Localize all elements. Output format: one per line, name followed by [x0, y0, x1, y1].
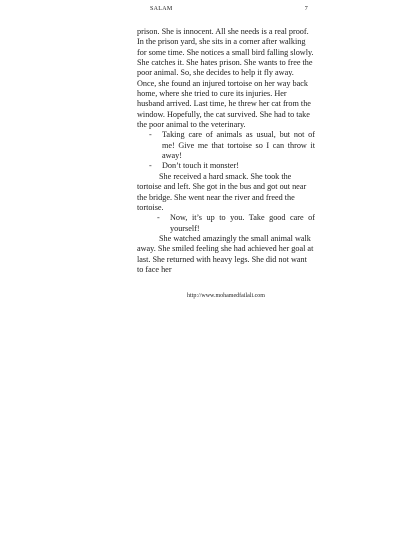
- footer-url: http://www.mohamedfailali.com: [187, 293, 265, 299]
- body-text: [137, 27, 315, 275]
- dialogue-text: Now, it’s up to you. Take good care of yourself!: [170, 213, 315, 233]
- dialogue-dash: -: [149, 161, 152, 171]
- dialogue-dash: -: [149, 130, 152, 140]
- page-number: 7: [304, 6, 308, 12]
- dialogue-text: Don’t touch it monster!: [162, 161, 239, 171]
- paragraph-5: She watched amazingly the small animal walk away. She smiled feeling she had achieved her goal at last. She returned with heavy legs. She did not want to face her: [137, 233, 314, 274]
- paragraph-2: In the prison yard, she sits in a corner after walking for some time. She notices a small bird falling slowly. She catches it. She hates prison. She wants to free the poor animal. So, she decides to help it fly away.: [137, 37, 314, 78]
- dialogue-line-3: [157, 213, 315, 234]
- dialogue-line-2: [149, 161, 315, 171]
- running-title: SALAM: [150, 6, 173, 12]
- dialogue-line-1: [149, 130, 315, 161]
- paragraph-1: prison. She is innocent. All she needs is a real proof.: [137, 27, 309, 36]
- dialogue-text: Taking care of animals as usual, but not of me! Give me that tortoise so I can throw it away!: [162, 130, 315, 161]
- paragraph-4: She received a hard smack. She took the tortoise and left. She got in the bus and got out near the bridge. She went near the river and freed the tortoise.: [137, 171, 307, 212]
- paragraph-3: Once, she found an injured tortoise on her way back home, where she tried to cure its injuries. Her husband arrived. Last time, he threw her cat from the window. Hopefully, the cat survived. She had to take the poor animal to the veterinary.: [137, 78, 311, 130]
- dialogue-dash: -: [157, 213, 160, 223]
